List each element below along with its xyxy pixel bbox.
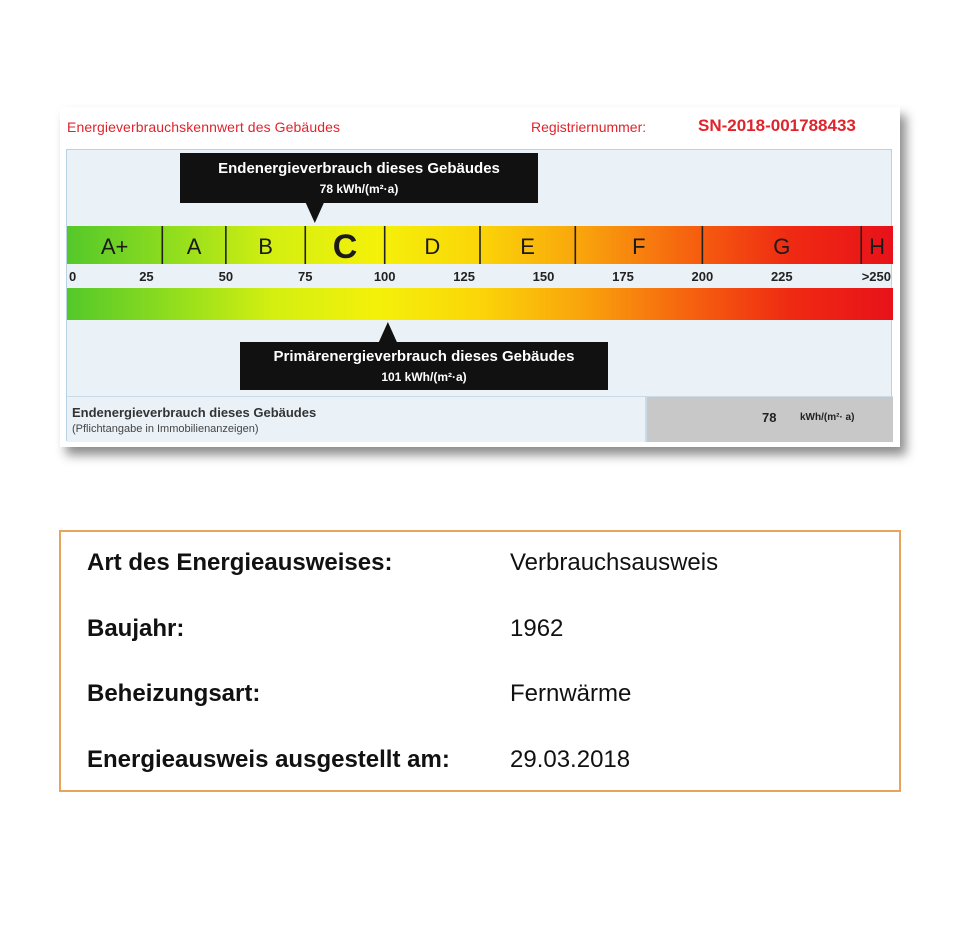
tick-label: 0	[69, 269, 77, 284]
registration-number: SN-2018-001788433	[698, 116, 856, 135]
footer-value-box	[647, 396, 893, 442]
tick-label: 200	[691, 269, 714, 284]
certificate-info-box	[59, 530, 901, 792]
info-value: 29.03.2018	[510, 746, 631, 773]
tick-label: 125	[453, 269, 475, 284]
primary-energy-pointer	[379, 322, 397, 342]
tick-label: 75	[298, 269, 313, 284]
class-label-aplus: A+	[100, 234, 129, 259]
footer-sub-text: (Pflichtangabe in Immobilienanzeigen)	[72, 423, 259, 435]
end-energy-callout-value: 78 kWh/(m²·a)	[319, 182, 399, 196]
tick-label: 150	[532, 269, 555, 284]
energy-scale-panel	[66, 149, 892, 441]
label-title: Energieverbrauchskennwert des Gebäudes	[67, 119, 341, 135]
footer-description	[67, 396, 647, 442]
class-label-h: H	[869, 234, 886, 259]
class-label-f: F	[632, 234, 646, 259]
class-label-a: A	[186, 234, 202, 259]
class-label-d: D	[424, 234, 441, 259]
registration-label: Registriernummer:	[531, 119, 647, 135]
info-value: Verbrauchsausweis	[510, 549, 719, 576]
info-row-heating	[87, 680, 877, 710]
info-key: Art des Energieausweises:	[87, 549, 393, 576]
energy-scale-chart	[67, 150, 893, 396]
info-row-issued	[87, 746, 877, 776]
primary-energy-callout-title: Primärenergieverbrauch dieses Gebäudes	[273, 348, 575, 365]
tick-label: 225	[770, 269, 793, 284]
footer-main-text: Endenergieverbrauch dieses Gebäudes	[72, 405, 317, 420]
info-key: Beheizungsart:	[87, 680, 261, 707]
class-label-g: G	[773, 234, 791, 259]
info-key: Baujahr:	[87, 615, 185, 642]
class-label-c: C	[332, 228, 358, 266]
class-label-b: B	[258, 234, 273, 259]
tick-label: 25	[139, 269, 154, 284]
energy-label-card	[60, 107, 900, 447]
info-row-year	[87, 615, 877, 645]
tick-label: 100	[373, 269, 396, 284]
tick-label: >250	[861, 269, 891, 284]
primary-energy-callout-value: 101 kWh/(m²·a)	[381, 370, 467, 384]
info-row-type	[87, 549, 877, 579]
footer-value: 78	[762, 410, 777, 425]
footer-unit: kWh/(m²· a)	[800, 412, 855, 423]
info-value: Fernwärme	[510, 680, 632, 707]
end-energy-pointer	[306, 203, 324, 223]
class-label-e: E	[520, 234, 535, 259]
end-energy-callout-title: Endenergieverbrauch dieses Gebäudes	[218, 160, 500, 177]
info-value: 1962	[510, 615, 564, 642]
gradient-scale-bar	[67, 288, 893, 320]
tick-label: 50	[218, 269, 234, 284]
tick-label: 175	[612, 269, 634, 284]
info-key: Energieausweis ausgestellt am:	[87, 746, 450, 773]
